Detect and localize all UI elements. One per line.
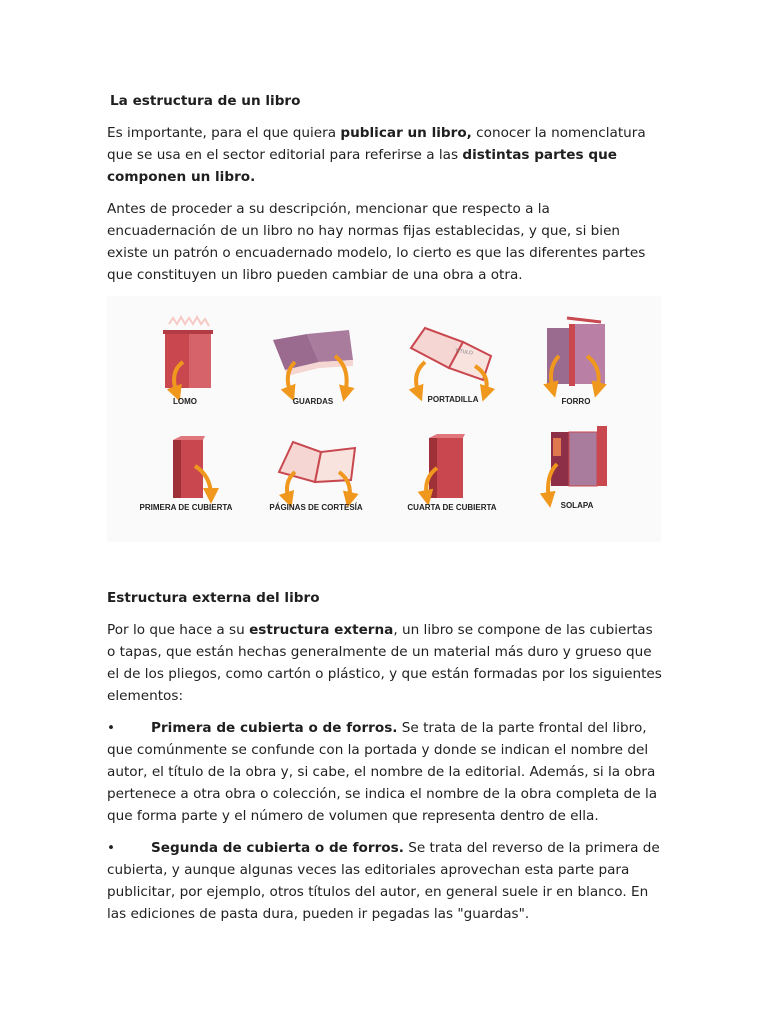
bold-run: publicar un libro, <box>340 125 472 141</box>
label-guardas: GUARDAS <box>292 397 334 406</box>
forro-book-icon <box>547 318 605 390</box>
bullet-primera-cubierta <box>107 717 663 827</box>
text-run: Por lo que hace a su <box>107 622 250 638</box>
cuarta-cubierta-book-icon <box>426 434 465 498</box>
text-run: Es importante, para el que quiera <box>107 125 341 141</box>
paragraph-external <box>107 619 663 707</box>
label-paginas-cortesia: PÁGINAS DE CORTESÍA <box>269 503 363 512</box>
bullet-title: Segunda de cubierta o de forros. <box>151 840 404 856</box>
bullet-marker: • <box>107 840 116 856</box>
label-lomo: LOMO <box>173 397 197 406</box>
label-primera-cubierta: PRIMERA DE CUBIERTA <box>139 503 233 512</box>
text-run: conocer la nomenclatura que se usa en el sector editorial para referirse a las <box>107 125 646 163</box>
guardas-book-icon <box>273 330 353 394</box>
label-solapa: SOLAPA <box>560 501 594 510</box>
primera-cubierta-book-icon <box>173 436 211 498</box>
paginas-cortesia-book-icon <box>279 442 355 500</box>
title-on-page: TITULO <box>454 348 474 357</box>
bullet-text: Se trata de la parte frontal del libro, que comúnmente se confunde con la portada y donde se indican el nombre del autor, el título de la obra y, si cabe, el nombre de la editorial. Además, si la obra pertenece a otra obra o colección, se indica el nombre de la obra completa de la que forma parte y el número de volumen que representa dentro de ella. <box>107 720 658 824</box>
lomo-book-icon <box>163 317 213 394</box>
text-run: , un libro se compone de las cubiertas o tapas, que están hechas generalmente de un material más duro y grueso que el de los pliegos, como cartón o plástico, y que están formadas por los siguientes elementos: <box>107 622 662 704</box>
document-body <box>107 90 663 935</box>
label-cuarta-cubierta: CUARTA DE CUBIERTA <box>407 503 497 512</box>
bullet-title: Primera de cubierta o de forros. <box>151 720 398 736</box>
bullet-marker: • <box>107 720 116 736</box>
solapa-book-icon <box>548 426 607 500</box>
section-heading-structure: La estructura de un libro <box>110 93 301 109</box>
section-heading-external: Estructura externa del libro <box>107 590 320 606</box>
portadilla-book-icon <box>411 328 491 394</box>
bold-run: distintas partes que componen un libro. <box>107 147 617 185</box>
paragraph-binding: Antes de proceder a su descripción, mencionar que respecto a la encuadernación de un libro no hay normas fijas establecidas, y que, si bien existe un patrón o encuadernado modelo, lo cierto es que las diferentes partes que constituyen un libro pueden cambiar de una obra a otra. <box>107 201 646 283</box>
book-parts-illustration <box>107 296 661 542</box>
bold-run: estructura externa <box>249 622 394 638</box>
bullet-segunda-cubierta <box>107 837 663 925</box>
label-portadilla: PORTADILLA <box>427 395 479 404</box>
bullet-text: Se trata del reverso de la primera de cubierta, y aunque algunas veces las editoriales aprovechan esta parte para publicitar, por ejemplo, otros títulos del autor, en general suele ir en blanco. En las ediciones de pasta dura, pueden ir pegadas las "guardas". <box>107 840 660 922</box>
book-parts-figure <box>107 296 661 542</box>
label-forro: FORRO <box>561 397 591 406</box>
paragraph-intro <box>107 122 663 188</box>
